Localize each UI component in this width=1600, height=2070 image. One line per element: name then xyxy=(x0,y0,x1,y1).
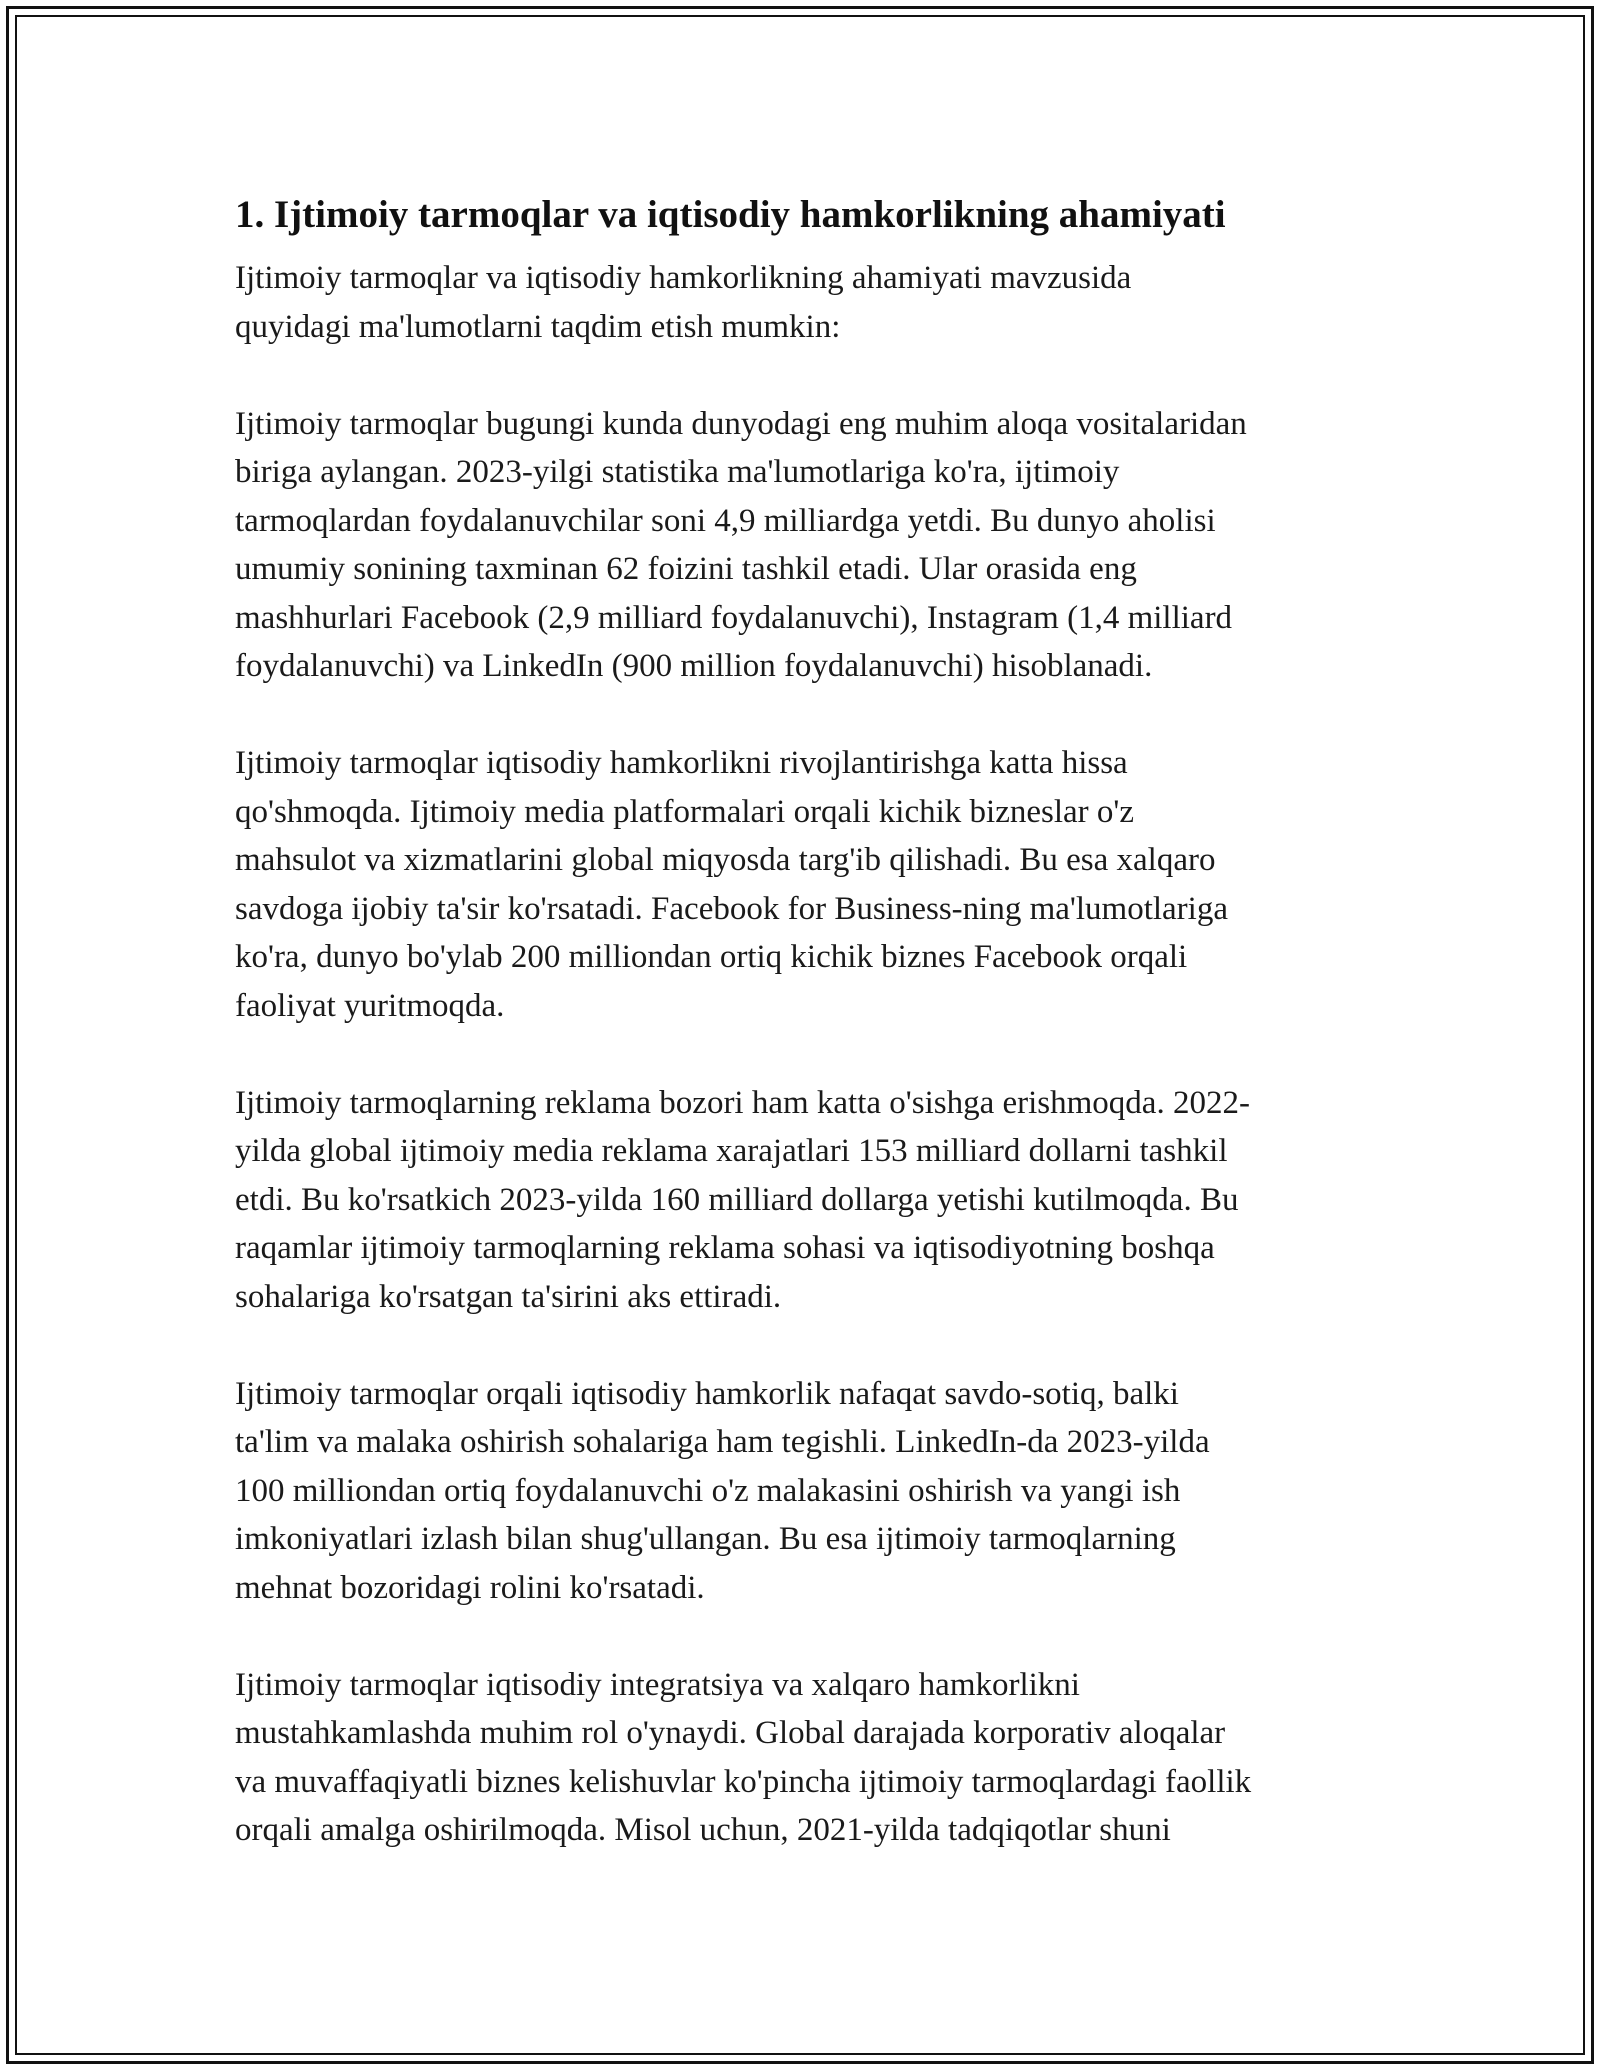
text-line: Ijtimoiy tarmoqlarning reklama bozori ham katta o'sishga erishmoqda. 2022- xyxy=(235,1084,1250,1121)
text-line: biriga aylangan. 2023-yilgi statistika ma'lumotlariga ko'ra, ijtimoiy xyxy=(235,454,1120,490)
text-line: 100 milliondan ortiq foydalanuvchi o'z malakasini oshirish va yangi ish xyxy=(235,1472,1181,1509)
paragraph-user-statistics xyxy=(235,400,1375,691)
text-line: qo'shmoqda. Ijtimoiy media platformalari orqali kichik bizneslar o'z xyxy=(235,793,1134,830)
text-line: tarmoqlardan foydalanuvchilar soni 4,9 milliardga yetdi. Bu dunyo aholisi xyxy=(235,502,1216,539)
text-line: Ijtimoiy tarmoqlar iqtisodiy integratsiya va xalqaro hamkorlikni xyxy=(235,1666,1080,1703)
text-line: mustahkamlashda muhim rol o'ynaydi. Global darajada korporativ aloqalar xyxy=(235,1715,1226,1751)
text-line: Ijtimoiy tarmoqlar orqali iqtisodiy hamkorlik nafaqat savdo-sotiq, balki xyxy=(235,1375,1179,1412)
text-line: orqali amalga oshirilmoqda. Misol uchun, 2021-yilda tadqiqotlar shuni xyxy=(235,1812,1171,1848)
text-line: savdoga ijobiy ta'sir ko'rsatadi. Facebook for Business-ning ma'lumotlariga xyxy=(235,890,1228,927)
text-line: sohalariga ko'rsatgan ta'sirini aks ettiradi. xyxy=(235,1278,782,1315)
text-line: ta'lim va malaka oshirish sohalariga ham tegishli. LinkedIn-da 2023-yilda xyxy=(235,1424,1210,1460)
text-line: Ijtimoiy tarmoqlar iqtisodiy hamkorlikni rivojlantirishga katta hissa xyxy=(235,745,1128,781)
text-line: mahsulot va xizmatlarini global miqyosda targ'ib qilishadi. Bu esa xalqaro xyxy=(235,842,1216,878)
paragraph-education xyxy=(235,1370,1375,1613)
text-line: yilda global ijtimoiy media reklama xarajatlari 153 milliard dollarni tashkil xyxy=(235,1133,1228,1169)
text-line: va muvaffaqiyatli biznes kelishuvlar ko'pincha ijtimoiy tarmoqlardagi faollik xyxy=(235,1763,1252,1800)
text-line: quyidagi ma'lumotlarni taqdim etish mumkin: xyxy=(235,308,841,345)
text-line: foydalanuvchi) va LinkedIn (900 million foydalanuvchi) hisoblanadi. xyxy=(235,648,1153,684)
text-line: imkoniyatlari izlash bilan shug'ullangan. Bu esa ijtimoiy tarmoqlarning xyxy=(235,1521,1176,1557)
paragraph-advertising xyxy=(235,1079,1375,1322)
text-line: Ijtimoiy tarmoqlar bugungi kunda dunyodagi eng muhim aloqa vositalaridan xyxy=(235,405,1247,442)
text-line: raqamlar ijtimoiy tarmoqlarning reklama sohasi va iqtisodiyotning boshqa xyxy=(235,1230,1215,1266)
text-line: umumiy sonining taxminan 62 foizini tashkil etadi. Ular orasida eng xyxy=(235,551,1137,587)
text-line: faoliyat yuritmoqda. xyxy=(235,987,505,1024)
text-line: etdi. Bu ko'rsatkich 2023-yilda 160 milliard dollarga yetishi kutilmoqda. Bu xyxy=(235,1181,1239,1218)
document-body xyxy=(235,182,1375,1855)
text-line: Ijtimoiy tarmoqlar va iqtisodiy hamkorlikning ahamiyati mavzusida xyxy=(235,260,1132,296)
paragraph-intro xyxy=(235,254,1375,351)
text-line: mashhurlari Facebook (2,9 milliard foydalanuvchi), Instagram (1,4 milliard xyxy=(235,599,1233,636)
text-line: mehnat bozoridagi rolini ko'rsatadi. xyxy=(235,1569,705,1606)
paragraph-integration xyxy=(235,1661,1375,1855)
text-line: ko'ra, dunyo bo'ylab 200 milliondan ortiq kichik biznes Facebook orqali xyxy=(235,939,1188,975)
paragraph-small-business xyxy=(235,739,1375,1030)
section-heading: 1. Ijtimoiy tarmoqlar va iqtisodiy hamkorlikning ahamiyati xyxy=(235,193,1226,236)
